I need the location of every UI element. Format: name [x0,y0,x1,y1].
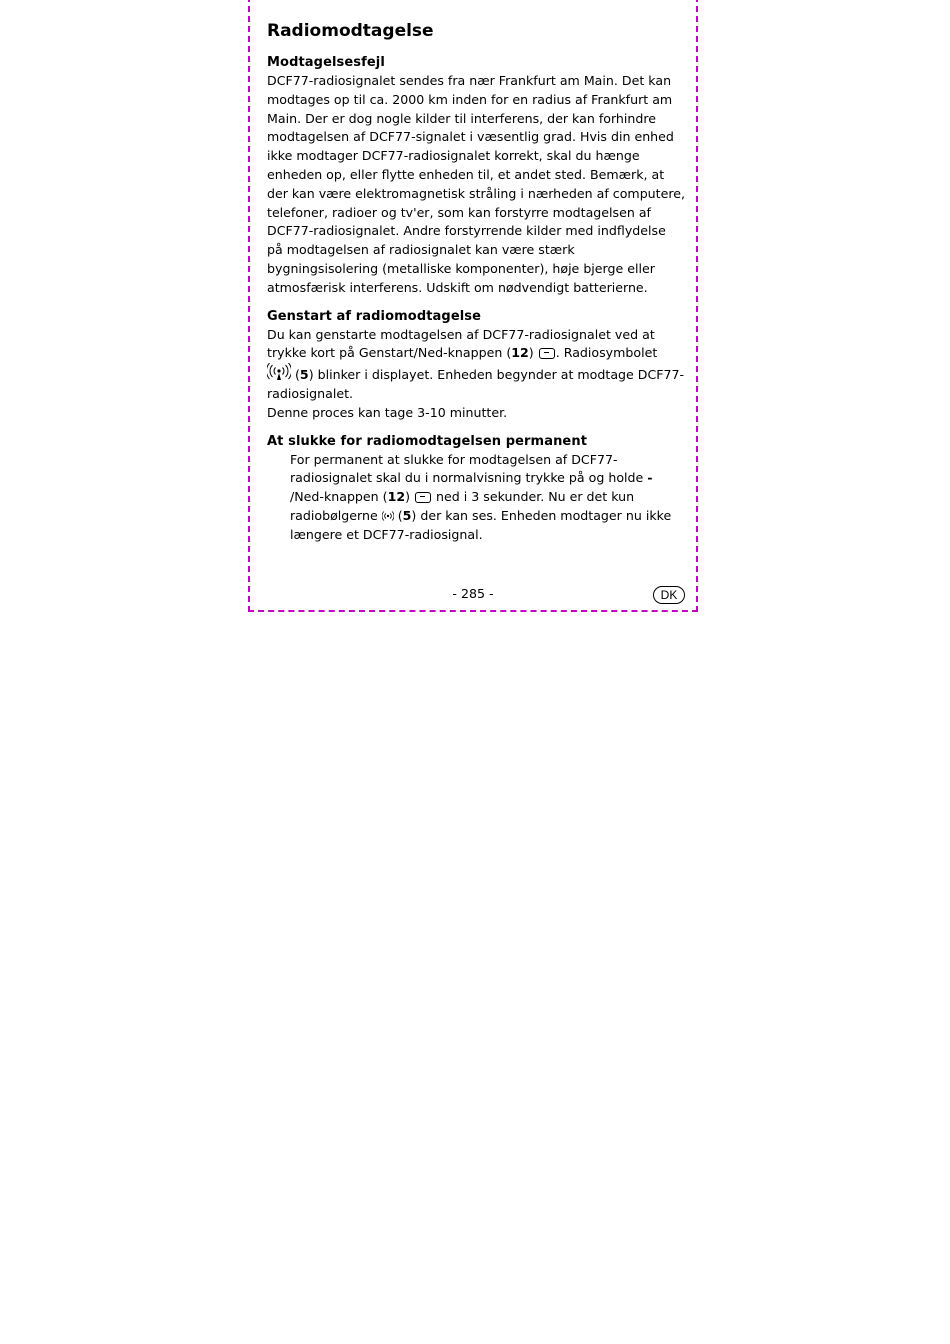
section-reception-errors [267,54,685,298]
radio-waves-icon [382,510,394,522]
section-note: Denne proces kan tage 3-10 minutter. [267,404,508,420]
country-code-badge: DK [653,586,685,604]
section-heading: At slukke for radiomodtagelsen permanent [267,433,588,449]
section-restart-reception [267,308,685,423]
section-body: For permanent at slukke for modtagelsen af DCF77-radiosignalet skal du i normalvisning trykke på og holde - /Ned-knappen (12) ned i 3 sekunder. Nu er det kun radiobølgerne (5) der kan ses. Enheden modtager nu ikke længere et DCF77-radiosignal. [290,451,672,542]
section-disable-reception [267,433,685,545]
section-body: DCF77-radiosignalet sendes fra nær Frankfurt am Main. Det kan modtages op til ca. 2000 km inden for en radius af Frankfurt am Main. Der er dog nogle kilder til interferens, der kan forhindre modtagelsen af DCF77-signalet i væsentlig grad. Hvis din enhed ikke modtager DCF77-radiosignalet korrekt, skal du hænge enheden op, eller flytte enheden til, et andet sted. Bemærk, at der kan være elektromagnetisk stråling i nærheden af computere, telefoner, radioer og tv'er, som kan forstyrre modtagelsen af DCF77-radiosignalet. Andre forstyrrende kilder med indflydelse på modtagelsen af radiosignalet kan være stærk bygningsisolering (metalliske komponenter), høje bjerge eller atmosfærisk interferens. Udskift om nødvendigt batterierne. [267,73,686,295]
manual-page [248,0,698,612]
page-number: - 285 - [452,586,494,601]
radio-tower-icon [267,363,291,381]
section-heading: Modtagelsesfejl [267,55,385,70]
minus-button-icon [415,492,431,503]
page-title: Radiomodtagelse [267,21,434,41]
section-body: Du kan genstarte modtagelsen af DCF77-radiosignalet ved at trykke kort på Genstart/Ned-knappen (12) . Radiosymbolet (5) blinker i displayet. Enheden begynder at modtage DCF77-radiosignalet. [267,326,685,401]
page-content [267,20,685,555]
section-heading: Genstart af radiomodtagelse [267,308,482,324]
minus-button-icon [539,348,555,359]
